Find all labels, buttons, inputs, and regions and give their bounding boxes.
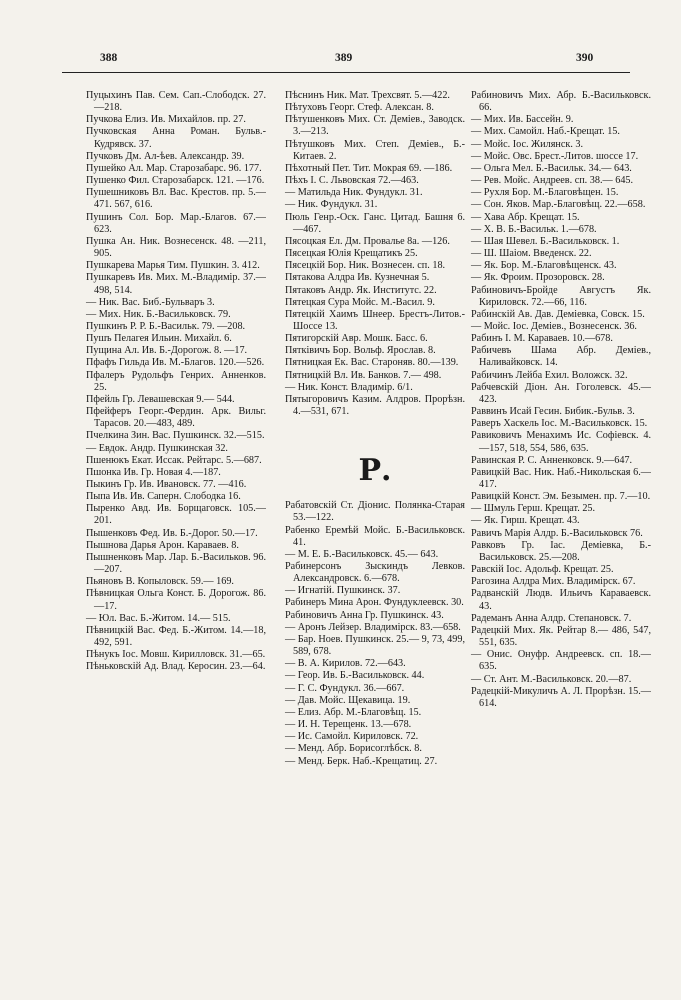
column-3 — [471, 90, 651, 710]
directory-entry: Рабиновичъ Мих. Абр. Б.-Васильковск. 66. — [471, 90, 651, 114]
directory-entry: — Х. В. Б.-Васильк. 1.—678. — [471, 223, 597, 235]
directory-entry: Пыкинъ Гр. Ив. Ивановск. 77. —416. — [86, 479, 247, 490]
directory-entry: Рабичинъ Лейба Ехил. Воложск. 32. — [471, 369, 628, 381]
directory-entry: Пюль Генр.-Оск. Ганс. Цитад. Башня 6.—467. — [285, 211, 465, 235]
directory-entry: — Мих. Ник. Б.-Васильковск. 79. — [86, 308, 231, 320]
directory-entry: Пушинъ Сол. Бор. Мар.-Благов. 67.—623. — [86, 211, 266, 235]
directory-entry: Пышнова Дарья Арон. Караваев. 8. — [86, 539, 239, 551]
directory-entry: — Рухля Бор. М.-Благовѣщен. 15. — [471, 187, 619, 199]
directory-entry: Рабиновичъ-Бройде Августъ Як. Кириловск. 72.—66, 116. — [471, 284, 651, 308]
directory-entry: — Онис. Онуфр. Андреевск. сп. 18.—635. — [471, 649, 651, 673]
directory-entry: Пѣхотный Пет. Тит. Мокрая 69. —186. — [285, 162, 453, 174]
directory-entry: Пьяновъ В. Копыловск. 59.— 169. — [86, 576, 234, 588]
directory-entry: Пучковская Анна Роман. Бульв.-Кудрявск. 37. — [86, 126, 266, 150]
section-letter: Р. — [358, 453, 392, 489]
directory-entry: Раверъ Хаскель Іос. М.-Васильковск. 15. — [471, 418, 648, 430]
directory-entry: Пушъ Пелагея Ильин. Михайл. 6. — [86, 333, 232, 345]
directory-entry: Радеманъ Анна Алдр. Степановск. 7. — [471, 612, 632, 624]
directory-entry: Пушенко Фил. Старозабарск. 121. —176. — [86, 175, 265, 187]
directory-entry: Радецкій Мих. Як. Рейтар 8.— 486, 547, 551, 635. — [471, 624, 651, 649]
directory-entry: — Мих. Ив. Бассейн. 9. — [471, 114, 574, 126]
directory-entry: — И. Н. Терещенк. 13.—678. — [285, 719, 412, 731]
directory-entry: Рабинъ І. М. Караваев. 10.—678. — [471, 333, 613, 345]
directory-entry: Пясоцкая Ел. Дм. Провалье 8а. —126. — [285, 235, 450, 247]
directory-entry: Пыренко Авд. Ив. Борщаговск. 105.—201. — [86, 503, 266, 527]
directory-entry: Пятницкій Вл. Ив. Банков. 7.— 498. — [285, 369, 442, 381]
directory-entry: — Ис. Самойл. Кириловск. 72. — [285, 731, 419, 743]
directory-entry: Радванскій Людв. Ильичъ Караваевск. 43. — [471, 588, 651, 612]
directory-entry: — Мойс. Овс. Брест.-Литов. шоссе 17. — [471, 150, 639, 162]
directory-entry: Пфейферъ Георг.-Фердин. Арк. Вильг. Тарасов. 20.—483, 489. — [86, 406, 266, 430]
directory-entry: Пушкинъ Р. Р. Б.-Васильк. 79. —208. — [86, 320, 246, 332]
directory-entry: Пятецкая Сура Мойс. М.-Васил. 9. — [285, 296, 435, 308]
page-number-right: 390 — [576, 52, 594, 64]
directory-entry: — Рев. Мойс. Андреев. сп. 38.— 645. — [471, 175, 634, 187]
directory-entry: — Ник. Вас. Биб.-Бульваръ 3. — [86, 296, 215, 308]
directory-entry: Пущина Ал. Ив. Б.-Дорогож. 8. —17. — [86, 345, 248, 357]
directory-entry: — Ник. Фундукл. 31. — [285, 199, 378, 211]
directory-entry: — Ш. Шаіом. Введенск. 22. — [471, 248, 592, 260]
directory-entry: — Мойс. Іос. Деміев., Вознесенск. 36. — [471, 320, 637, 332]
directory-entry: Радецкій-Микуличъ А. Л. Прорѣзн. 15.—614. — [471, 685, 651, 709]
directory-entry: Пѣтушковъ Мих. Степ. Деміев., Б.-Китаев. 2. — [285, 138, 465, 162]
directory-entry: — Як. Гирш. Крещат. 43. — [471, 515, 580, 527]
directory-entry: Пыпа Ив. Ив. Саперн. Слободка 16. — [86, 491, 241, 503]
directory-entry: — Сон. Яков. Мар.-Благовѣщ. 22.—658. — [471, 199, 646, 211]
directory-entry: — Аронъ Лейзер. Владимірск. 83.—658. — [285, 621, 461, 633]
directory-entry: — М. Е. Б.-Васильковск. 45.— 643. — [285, 548, 439, 560]
directory-entry: Рабинскій Ав. Дав. Деміевка, Совск. 15. — [471, 308, 645, 320]
directory-entry: Равиковичъ Менахимъ Ис. Софіевск. 4.—157, 518, 554, 586, 635. — [471, 430, 651, 454]
directory-entry: Раввинъ Исай Гесин. Бибик.-Бульв. 3. — [471, 406, 635, 418]
directory-entry: Пшенюкъ Екат. Иссак. Рейтарс. 5.—687. — [86, 454, 262, 466]
directory-entry: Равскій Іос. Адольф. Крещат. 25. — [471, 564, 614, 576]
directory-entry: Пфафъ Гильда Ив. М.-Благов. 120.—526. — [86, 357, 265, 369]
directory-entry: Пфейль Гр. Левашевская 9.— 544. — [86, 393, 235, 405]
directory-entry: Пушейко Ал. Мар. Старозабарс. 96. 177. — [86, 162, 262, 174]
directory-entry: Пѣтуховъ Георг. Стеф. Алексан. 8. — [285, 102, 434, 114]
directory-entry: — Матильда Ник. Фундукл. 31. — [285, 187, 423, 199]
directory-entry: — Геор. Ив. Б.-Васильковск. 44. — [285, 670, 425, 682]
directory-entry: Рабатовскій Ст. Діонис. Полянка-Старая 53.—122. — [285, 500, 465, 524]
directory-entry: Пышненковъ Мар. Лар. Б.-Васильков. 96.—207. — [86, 551, 266, 576]
directory-entry: — Игнатій. Пушкинск. 37. — [285, 585, 401, 597]
directory-entry: Пятаковъ Андр. Як. Институтс. 22. — [285, 284, 437, 296]
directory-entry: — Менд. Берк. Наб.-Крещатиц. 27. — [285, 755, 438, 767]
directory-entry: — Ст. Ант. М.-Васильковск. 20.—87. — [471, 673, 632, 685]
column-2 — [285, 90, 465, 768]
directory-entry: Рагозина Алдра Мих. Владимірск. 67. — [471, 576, 636, 588]
directory-entry: — Хава Абр. Крещат. 15. — [471, 211, 580, 223]
directory-entry: — Юл. Вас. Б.-Житом. 14.— 515. — [86, 612, 231, 624]
directory-entry: Пышенковъ Фед. Ив. Б.-Дорог. 50.—17. — [86, 527, 258, 539]
directory-entry: Пѣтушенковъ Мих. Ст. Деміев., Заводск. 3.—213. — [285, 114, 465, 138]
directory-entry: — Дав. Мойс. Щекавица. 19. — [285, 694, 411, 706]
directory-entry: Пѣвницкій Вас. Фед. Б.-Житом. 14.—18, 492, 591. — [86, 624, 266, 649]
directory-entry: Рабинерсонъ Зыскиндъ Левков. Александровск. 6.—678. — [285, 561, 465, 585]
directory-entry: Пятакова Алдра Ив. Кузнечная 5. — [285, 272, 430, 284]
directory-entry: Пуцыхинъ Пав. Сем. Сап.-Слободск. 27.—218. — [86, 90, 266, 114]
directory-entry: Пѣнукъ Іос. Мовш. Кирилловск. 31.—65. — [86, 649, 266, 661]
directory-entry: — Як. Бор. М.-Благовѣщенск. 43. — [471, 260, 617, 272]
directory-entry: Равковъ Гр. Іас. Деміевка, Б.-Васильковск. 25.—208. — [471, 539, 651, 563]
directory-entry: Равицкій Конст. Эм. Безымен. пр. 7.—10. — [471, 491, 651, 503]
directory-entry: Пфалеръ Рудольфъ Генрих. Анненков. 25. — [86, 369, 266, 393]
directory-entry: Рабенко Еремѣй Мойс. Б.-Васильковск. 41. — [285, 524, 465, 548]
page-number-left: 388 — [100, 52, 118, 64]
column-1 — [86, 90, 266, 674]
directory-entry: — Евдок. Андр. Пушкинская 32. — [86, 442, 228, 454]
directory-entry: Пушкарева Марья Тим. Пушкин. 3. 412. — [86, 260, 260, 272]
directory-entry: Пучкова Елиз. Ив. Михайлов. пр. 27. — [86, 114, 246, 126]
directory-entry: Рабичевъ Шама Абр. Деміев., Наливайковск. 14. — [471, 345, 651, 369]
directory-entry: — Елиз. Абр. М.-Благовѣщ. 15. — [285, 706, 422, 718]
directory-entry: Равичъ Марія Алдр. Б.-Васильковск 76. — [471, 527, 643, 539]
directory-entry: Пѣснинъ Ник. Мат. Трехсвят. 5.—422. — [285, 90, 450, 101]
directory-entry: — Менд. Абр. Борисоглѣбск. 8. — [285, 743, 422, 755]
directory-entry: Пушка Ан. Ник. Вознесенск. 48. —211, 905. — [86, 235, 266, 260]
page-header — [62, 52, 630, 70]
directory-entry: Пятницкая Ек. Вас. Староняв. 80.—139. — [285, 357, 459, 369]
directory-entry: — Шая Шевел. Б.-Васильковск. 1. — [471, 235, 620, 247]
directory-entry: Пясецкая Юлія Крещатикъ 25. — [285, 248, 418, 260]
directory-entry: Пѣньковскій Ад. Влад. Керосин. 23.—64. — [86, 661, 266, 673]
directory-entry: Рабиновичъ Анна Гр. Пушкинск. 43. — [285, 609, 444, 621]
directory-entry: Пятецкій Хаимъ Шнеер. Брестъ-Литов.-Шоссе 13. — [285, 308, 465, 332]
directory-entry: Пчелкина Зин. Вас. Пушкинск. 32.—515. — [86, 430, 265, 442]
directory-entry: Рабчевскій Діон. Ан. Гоголевск. 45.—423. — [471, 381, 651, 405]
directory-entry: Пясецкій Бор. Ник. Вознесен. сп. 18. — [285, 260, 446, 272]
page-number-center: 389 — [335, 52, 353, 64]
directory-entry: Пятківичъ Бор. Вольф. Ярослав. 8. — [285, 345, 436, 357]
directory-entry: Пушешниковъ Вл. Вас. Крестов. пр. 5.—471. 567, 616. — [86, 187, 266, 211]
directory-entry: — Шмуль Герш. Крещат. 25. — [471, 503, 596, 515]
directory-entry: Равинская Р. С. Анненковск. 9.—647. — [471, 454, 633, 466]
directory-entry: Пятыгоровичъ Казим. Алдров. Прорѣзн. 4.—531, 671. — [285, 393, 465, 418]
directory-entry: — Мих. Самойл. Наб.-Крещат. 15. — [471, 126, 620, 138]
directory-entry: Пшонка Ив. Гр. Новая 4.—187. — [86, 466, 221, 478]
directory-entry: Пѣвницкая Ольга Конст. Б. Дорогож. 86.—17. — [86, 588, 266, 612]
directory-entry: — Мойс. Іос. Жилянск. 3. — [471, 138, 584, 150]
directory-entry: Пушкаревъ Ив. Мих. М.-Владимір. 37.—498, 514. — [86, 272, 266, 296]
directory-entry: Пѣхъ І. С. Львовская 72.—463. — [285, 175, 419, 187]
directory-entry: — Г. С. Фундукл. 36.—667. — [285, 682, 405, 694]
directory-entry: Равицкій Вас. Ник. Наб.-Никольская 6.—417. — [471, 466, 651, 490]
directory-entry: — Ольга Мел. Б.-Васильк. 34.— 643. — [471, 162, 632, 174]
directory-entry: Рабинеръ Мина Арон. Фундуклеевск. 30. — [285, 597, 464, 609]
directory-entry: — Ник. Конст. Владимір. 6/1. — [285, 381, 413, 393]
directory-entry: — Як. Фроим. Прозоровск. 28. — [471, 272, 605, 284]
directory-entry: — В. А. Кирилов. 72.—643. — [285, 658, 406, 670]
directory-entry: Пятигорскій Авр. Мошк. Басс. 6. — [285, 333, 428, 345]
directory-entry: — Бар. Ноев. Пушкинск. 25.— 9, 73, 499, 589, 678. — [285, 633, 465, 658]
directory-entry: Пучковъ Дм. Ал-ѣев. Александр. 39. — [86, 150, 245, 162]
header-rule — [62, 72, 630, 73]
